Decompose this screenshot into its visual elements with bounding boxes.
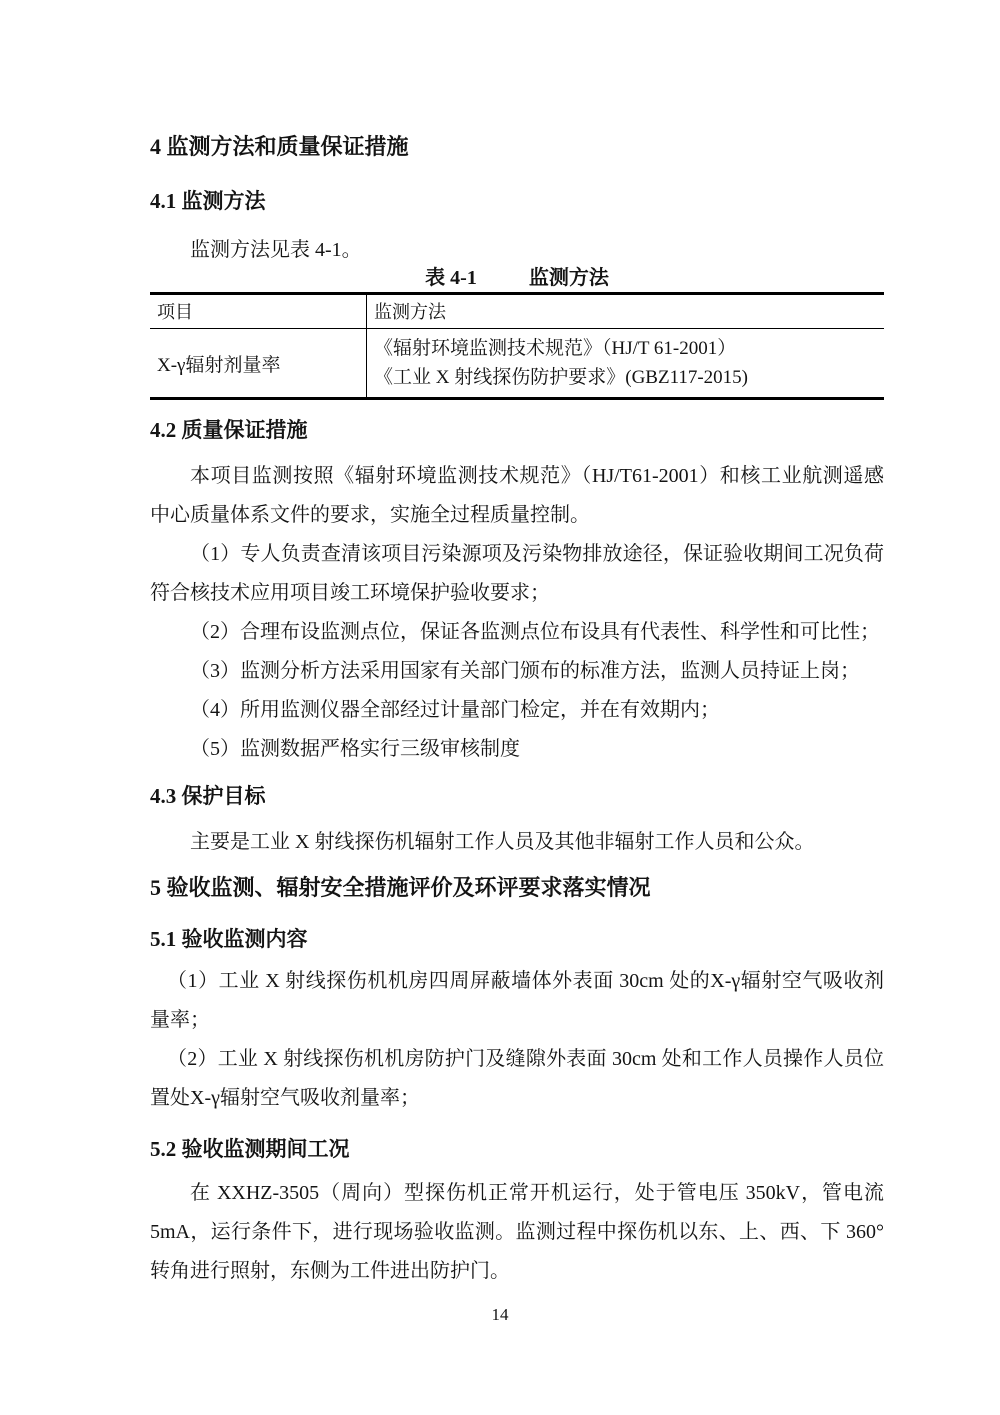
- section-4-heading: 4 监测方法和质量保证措施: [150, 134, 409, 159]
- table-header-method: 监测方法: [367, 294, 884, 329]
- table-header-item: 项目: [150, 294, 367, 329]
- monitoring-method-intro: 监测方法见表 4-1。: [190, 239, 362, 261]
- page-number: 14: [491, 1305, 509, 1324]
- table-cell-item: X-γ辐射剂量率: [150, 329, 367, 399]
- protection-target-paragraph: 主要是工业 X 射线探伤机辐射工作人员及其他非辐射工作人员和公众。: [190, 831, 815, 853]
- section-4-2-heading: 4.2 质量保证措施: [150, 418, 308, 442]
- method-line-2: 《工业 X 射线探伤防护要求》(GBZ117-2015): [374, 367, 749, 388]
- section-4-1-heading: 4.1 监测方法: [150, 189, 266, 213]
- table-4-1-caption: [150, 266, 884, 291]
- monitoring-content-item-2: （2）工业 X 射线探伤机机房防护门及缝隙外表面 30cm 处和工作人员操作人员位置处X-γ辐射空气吸收剂量率；: [150, 1048, 884, 1109]
- table-caption-title: 监测方法: [528, 267, 609, 289]
- table-cell-method: [367, 329, 884, 399]
- section-4-3-heading: 4.3 保护目标: [150, 784, 266, 808]
- table-row: [150, 329, 884, 399]
- qa-intro-paragraph: 本项目监测按照《辐射环境监测技术规范》（HJ/T61-2001）和核工业航测遥感中心质量体系文件的要求，实施全过程质量控制。: [150, 465, 884, 526]
- table-caption-label: 表 4-1: [425, 267, 477, 289]
- method-line-1: 《辐射环境监测技术规范》（HJ/T 61-2001）: [374, 338, 737, 359]
- section-5-heading: 5 验收监测、辐射安全措施评价及环评要求落实情况: [150, 875, 651, 900]
- monitoring-method-table: [150, 292, 884, 400]
- document-content: [150, 0, 884, 1291]
- qa-item-5: （5）监测数据严格实行三级审核制度: [190, 738, 520, 760]
- working-condition-paragraph: 在 XXHZ-3505（周向）型探伤机正常开机运行，处于管电压 350kV，管电流 5mA，运行条件下，进行现场验收监测。监测过程中探伤机以东、上、西、下 360° 转角进行照射，东侧为工件进出防护门。: [150, 1182, 884, 1282]
- qa-item-2: （2）合理布设监测点位，保证各监测点位布设具有代表性、科学性和可比性；: [190, 621, 880, 643]
- qa-item-1: （1）专人负责查清该项目污染源项及污染物排放途径，保证验收期间工况负荷符合核技术应用项目竣工环境保护验收要求；: [150, 543, 884, 604]
- section-5-2-heading: 5.2 验收监测期间工况: [150, 1137, 350, 1161]
- monitoring-content-item-1: （1）工业 X 射线探伤机机房四周屏蔽墙体外表面 30cm 处的X-γ辐射空气吸收剂量率；: [150, 970, 884, 1031]
- qa-item-3: （3）监测分析方法采用国家有关部门颁布的标准方法，监测人员持证上岗；: [190, 660, 860, 682]
- section-5-1-heading: 5.1 验收监测内容: [150, 927, 308, 951]
- table-header-row: [150, 294, 884, 329]
- qa-item-4: （4）所用监测仪器全部经过计量部门检定，并在有效期内；: [190, 699, 720, 721]
